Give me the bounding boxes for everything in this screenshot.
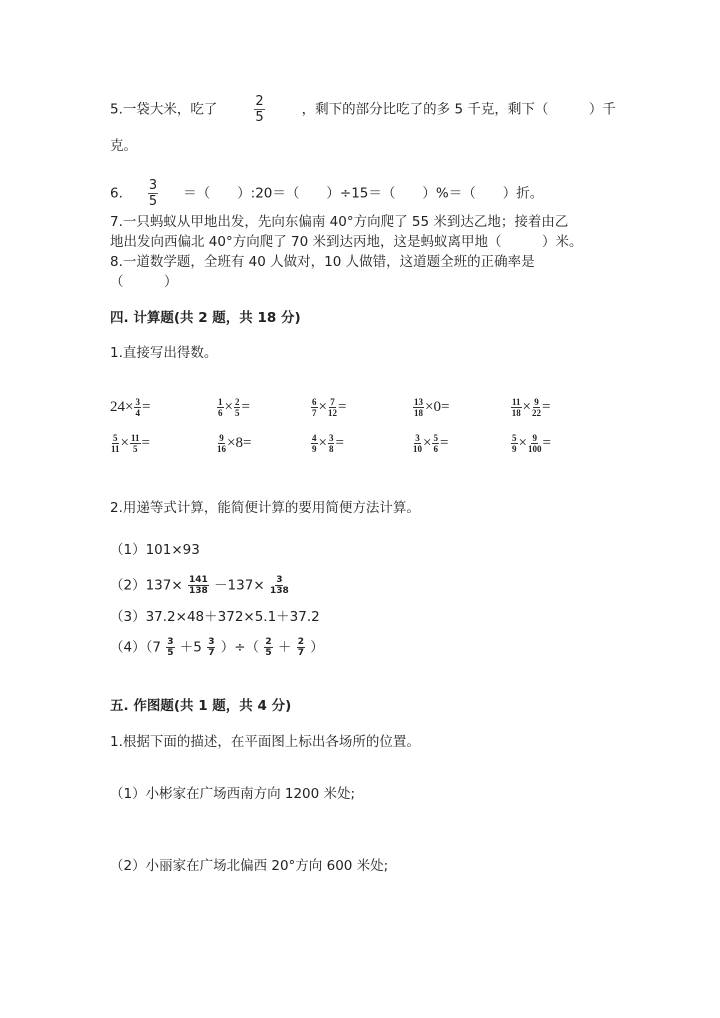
fraction: $\frac{3}{10}$ bbox=[413, 433, 422, 454]
text: 6. bbox=[110, 185, 123, 202]
question-6 bbox=[110, 178, 543, 209]
question-7-line2: 地出发向西偏北 40°方向爬了 70 米到达丙地，这是蚂蚁离甲地（ ）米。 bbox=[110, 234, 583, 250]
calc-item: $\frac{3}{10}$ × $\frac{5}{6}$ = bbox=[413, 433, 449, 454]
question-5-cont: 克。 bbox=[110, 138, 137, 154]
text: ＝（ ）:20＝（ ）÷15＝（ ）%＝（ ）折。 bbox=[183, 185, 544, 202]
step-1: （1）101×93 bbox=[110, 542, 200, 558]
section-5-title: 五. 作图题(共 1 题，共 4 分) bbox=[110, 698, 292, 714]
question-8-line1: 8.一道数学题，全班有 40 人做对，10 人做错，这道题全班的正确率是 bbox=[110, 254, 535, 270]
calc-item: $\frac{1}{6}$ × $\frac{2}{5}$ = bbox=[218, 397, 250, 418]
section-5-item2: （2）小丽家在广场北偏西 20°方向 600 米处; bbox=[110, 858, 389, 874]
fraction: $\frac{9}{16}$ bbox=[217, 433, 226, 454]
calc-item: $\frac{13}{18}$ ×0= bbox=[414, 397, 450, 418]
fraction: $\frac{3}{7}$ bbox=[208, 637, 215, 658]
section-4-q2: 2.用递等式计算，能简便计算的要用简便方法计算。 bbox=[110, 500, 420, 516]
fraction: $\frac{2}{5}$ bbox=[265, 637, 272, 658]
fraction: $\frac{3}{5}$ bbox=[148, 178, 158, 209]
section-5-q1: 1.根据下面的描述，在平面图上标出各场所的位置。 bbox=[110, 734, 420, 750]
calc-item: 24× $\frac{3}{4}$ = bbox=[110, 397, 151, 418]
question-5 bbox=[110, 94, 616, 125]
fraction: $\frac{141}{138}$ bbox=[188, 575, 208, 596]
question-8-line2: （ ） bbox=[110, 274, 178, 290]
fraction: $\frac{13}{18}$ bbox=[414, 397, 423, 418]
fraction: $\frac{5}{11}$ bbox=[111, 433, 120, 454]
calc-item: $\frac{11}{18}$ × $\frac{9}{22}$ = bbox=[511, 397, 551, 418]
fraction: $\frac{3}{5}$ bbox=[167, 637, 174, 658]
fraction: $\frac{11}{18}$ bbox=[511, 397, 521, 418]
step-2: （2）137× $\frac{141}{138}$ －137× $\frac{3}{138}$ bbox=[110, 575, 289, 596]
section-4-title: 四. 计算题(共 2 题，共 18 分) bbox=[110, 310, 301, 326]
fraction: $\frac{5}{6}$ bbox=[433, 433, 438, 454]
section-4-q1: 1.直接写出得数。 bbox=[110, 345, 218, 361]
fraction: $\frac{2}{7}$ bbox=[297, 637, 304, 658]
fraction: $\frac{3}{4}$ bbox=[135, 397, 140, 418]
fraction: $\frac{3}{138}$ bbox=[269, 575, 289, 596]
text: 5.一袋大米，吃了 bbox=[110, 101, 218, 118]
step-4: （4）（7 $\frac{3}{5}$ ＋5 $\frac{3}{7}$ ）÷（ $\frac{2}{5}$ ＋ $\frac{2}{7}$ ） bbox=[110, 637, 324, 658]
fraction: $\frac{2}{5}$ bbox=[234, 397, 240, 418]
section-5-item1: （1）小彬家在广场西南方向 1200 米处; bbox=[110, 786, 356, 802]
calc-item: $\frac{5}{11}$ × $\frac{11}{5}$ = bbox=[111, 433, 150, 454]
calc-item: $\frac{5}{9}$ × $\frac{9}{100}$ = bbox=[512, 433, 551, 454]
calc-item: $\frac{6}{7}$ × $\frac{7}{12}$ = bbox=[312, 397, 347, 418]
fraction: $\frac{4}{9}$ bbox=[312, 433, 317, 454]
fraction: $\frac{2}{5}$ bbox=[255, 94, 264, 125]
fraction: $\frac{5}{9}$ bbox=[512, 433, 517, 454]
fraction: $\frac{1}{6}$ bbox=[218, 397, 223, 418]
calc-item: $\frac{4}{9}$ × $\frac{3}{8}$ = bbox=[312, 433, 344, 454]
fraction: $\frac{7}{12}$ bbox=[327, 397, 337, 418]
question-7-line1: 7.一只蚂蚁从甲地出发，先向东偏南 40°方向爬了 55 米到达乙地；接着由乙 bbox=[110, 214, 569, 230]
fraction: $\frac{11}{5}$ bbox=[130, 433, 140, 454]
calc-item: $\frac{9}{16}$ ×8= bbox=[217, 433, 252, 454]
text: ，剩下的部分比吃了的多 5 千克，剩下（ ）千 bbox=[301, 101, 616, 118]
fraction: $\frac{6}{7}$ bbox=[312, 397, 317, 418]
step-3: （3）37.2×48＋372×5.1＋37.2 bbox=[110, 609, 320, 625]
fraction: $\frac{9}{100}$ bbox=[527, 433, 542, 454]
fraction: $\frac{9}{22}$ bbox=[531, 397, 541, 418]
fraction: $\frac{3}{8}$ bbox=[328, 433, 334, 454]
